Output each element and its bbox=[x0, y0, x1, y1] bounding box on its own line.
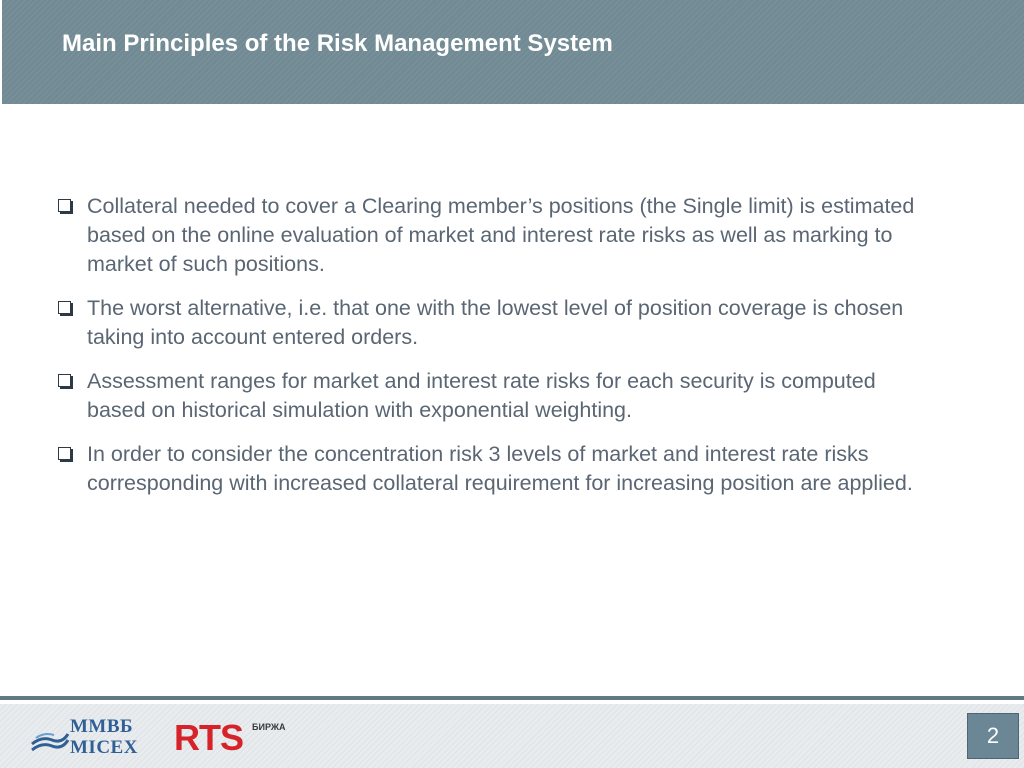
micex-emblem-icon bbox=[30, 712, 70, 760]
page-title: Main Principles of the Risk Management System bbox=[62, 30, 613, 57]
bullet-list bbox=[56, 192, 936, 513]
footer-divider bbox=[0, 696, 1024, 700]
bullet-text: In order to consider the concentration risk 3 levels of market and interest rate risks corresponding with increased collateral requirement for increasing position are applied. bbox=[87, 442, 913, 495]
bullet-item bbox=[56, 294, 936, 352]
bullet-item bbox=[56, 440, 936, 498]
page-number-badge: 2 bbox=[967, 713, 1019, 759]
checkbox-bullet-icon bbox=[58, 374, 71, 387]
checkbox-bullet-icon bbox=[58, 199, 71, 212]
bullet-item bbox=[56, 367, 936, 425]
footer-bar bbox=[0, 704, 1024, 768]
bullet-text: Assessment ranges for market and interest rate risks for each security is computed based on historical simulation with exponential weighting. bbox=[87, 369, 876, 422]
bullet-text: Collateral needed to cover a Clearing member’s positions (the Single limit) is estimated based on the online evaluation of market and interest rate risks as well as marking to market of such positions. bbox=[87, 194, 915, 276]
checkbox-bullet-icon bbox=[58, 447, 71, 460]
bullet-item bbox=[56, 192, 936, 279]
rts-logo-icon bbox=[174, 718, 294, 758]
rts-wordmark: RTS bbox=[174, 717, 243, 758]
micex-wordmark: ММВБ MICEX bbox=[70, 716, 138, 758]
rts-exchange-label: БИРЖА bbox=[252, 722, 286, 732]
micex-logo-icon bbox=[30, 712, 150, 760]
header-bar bbox=[2, 0, 1024, 104]
bullet-text: The worst alternative, i.e. that one with the lowest level of position coverage is chosen taking into account entered orders. bbox=[87, 296, 904, 349]
checkbox-bullet-icon bbox=[58, 301, 71, 314]
